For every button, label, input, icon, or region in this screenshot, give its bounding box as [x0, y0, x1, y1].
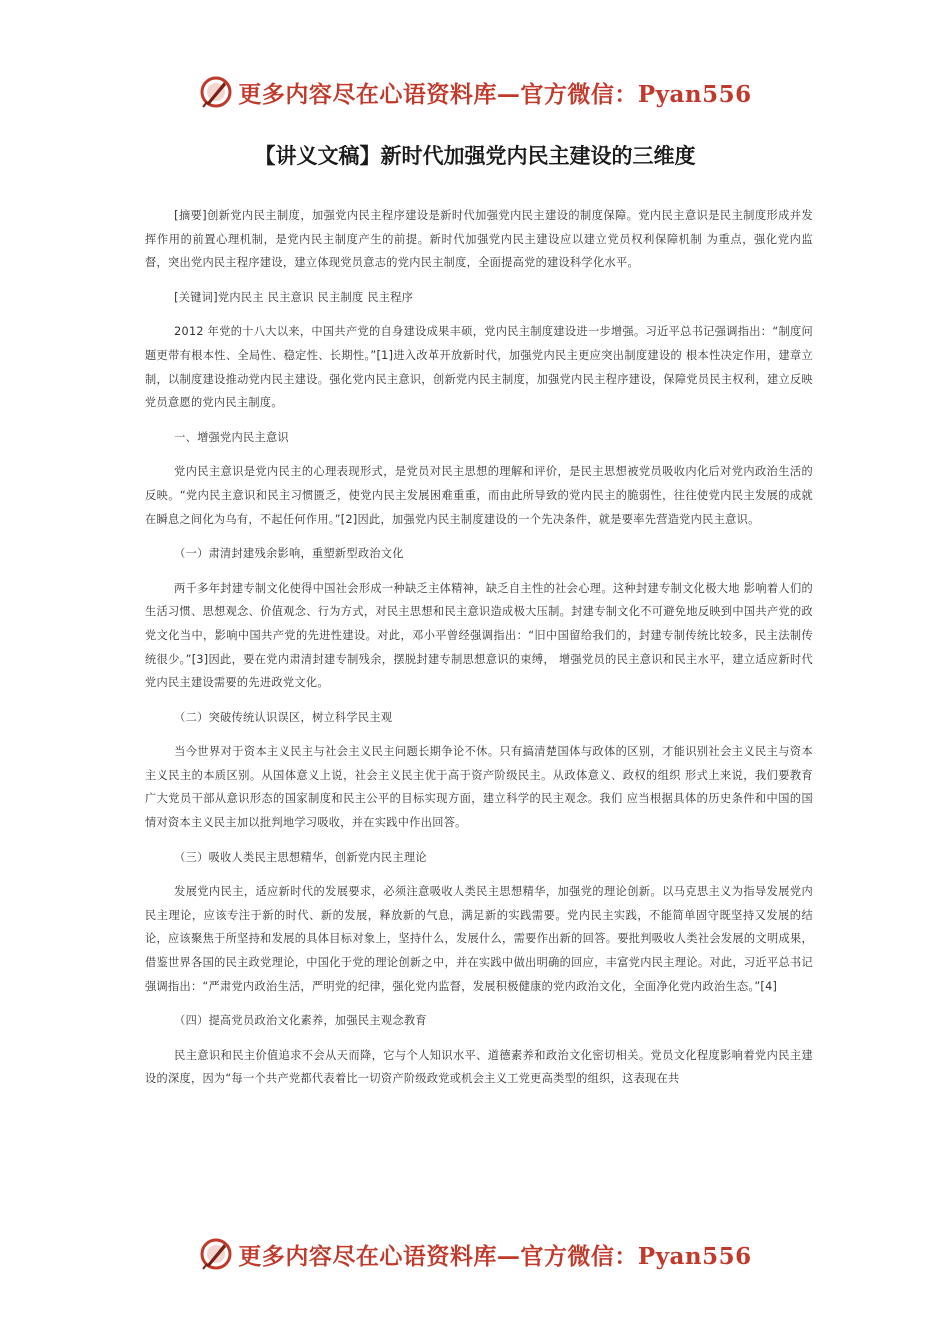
footer-banner [0, 1234, 950, 1274]
subsection-heading: （四）提高党员政治文化素养，加强民主观念教育 [174, 1014, 427, 1028]
keywords-paragraph: [关键词]党内民主 民主意识 民主制度 民主程序 [174, 290, 414, 304]
header-banner [0, 72, 950, 112]
document-body [145, 204, 813, 1102]
quill-logo-icon [198, 74, 234, 110]
subsection-heading: （一）肃清封建残余影响，重塑新型政治文化 [174, 547, 404, 561]
subsection-heading: （二）突破传统认识误区，树立科学民主观 [174, 710, 393, 724]
banner-text: 更多内容尽在心语资料库—官方微信：Pyan556 [238, 1242, 752, 1270]
body-paragraph: 两千多年封建专制文化使得中国社会形成一种缺乏主体精神，缺乏自主性的社会心理。这种封建专制文化极大地 影响着人们的生活习惯、思想观念、价值观念、行为方式，对民主思想和民主意识造成极大压制。封建专制文化不可避免地反映到中国共产党的政党文化当中，影响中国共产党的先进性建设。对此，邓小平曾经强调指出：“旧中国留给我们的，封建专制传统比较多，民主法制传统很少。”[3]因此，要在党内肃清封建专制残余，摆脱封建专制思想意识的束缚， 增强党员的民主意识和民主水平，建立适应新时代党内民主建设需要的先进政党文化。 [145, 581, 813, 690]
abstract-paragraph: [摘要]创新党内民主制度，加强党内民主程序建设是新时代加强党内民主建设的制度保障。党内民主意识是民主制度形成并发挥作用的前置心理机制，是党内民主制度产生的前提。新时代加强党内民主建设应以建立党员权利保障机制 为重点，强化党内监督，突出党内民主程序建设，建立体现党员意志的党内民主制度，全面提高党的建设科学化水平。 [145, 209, 813, 270]
body-paragraph: 2012 年党的十八大以来，中国共产党的自身建设成果丰硕，党内民主制度建设进一步增强。习近平总书记强调指出：“制度问题更带有根本性、全局性、稳定性、长期性。”[1]进入改革开放新时代，加强党内民主更应突出制度建设的 根本性决定作用，建章立制，以制度建设推动党内民主建设。强化党内民主意识，创新党内民主制度，加强党内民主程序建设，保障党员民主权利，建立反映党员意愿的党内民主制度。 [145, 325, 813, 410]
banner-text: 更多内容尽在心语资料库—官方微信：Pyan556 [238, 80, 752, 108]
body-paragraph: 当今世界对于资本主义民主与社会主义民主问题长期争论不休。只有搞清楚国体与政体的区别，才能识别社会主义民主与资本主义民主的本质区别。从国体意义上说，社会主义民主优于高于资产阶级民主。从政体意义、政权的组织 形式上来说，我们要教育广大党员干部从意识形态的国家制度和民主公平的目标实现方面，建立科学的民主观念。我们 应当根据具体的历史条件和中国的国情对资本主义民主加以批判地学习吸收，并在实践中作出回答。 [145, 745, 813, 830]
body-paragraph: 发展党内民主，适应新时代的发展要求，必须注意吸收人类民主思想精华，加强党的理论创新。以马克思主义为指导发展党内民主理论，应该专注于新的时代、新的发展，释放新的气息，满足新的实践需要。党内民主实践，不能简单固守既坚持又发展的结论，应该聚焦于所坚持和发展的具体目标对象上，坚持什么，发展什么，需要作出新的回答。要批判吸收人类社会发展的文明成果，借鉴世界各国的民主政党理论，中国化于党的理论创新之中，并在实践中做出明确的回应，丰富党内民主理论。对此，习近平总书记强调指出：“严肃党内政治生活，严明党的纪律，强化党内监督，发展积极健康的党内政治文化，全面净化党内政治生态。”[4] [145, 885, 813, 993]
document-title: 【讲义文稿】新时代加强党内民主建设的三维度 [254, 144, 696, 168]
body-paragraph: 民主意识和民主价值追求不会从天而降，它与个人知识水平、道德素养和政治文化密切相关。党员文化程度影响着党内民主建设的深度，因为“每一个共产党都代表着比一切资产阶级政党或机会主义工党更高类型的组织，这表现在共 [145, 1048, 813, 1086]
quill-logo-icon [198, 1236, 234, 1272]
section-heading: 一、增强党内民主意识 [174, 430, 289, 444]
body-paragraph: 党内民主意识是党内民主的心理表现形式，是党员对民主思想的理解和评价，是民主思想被党员吸收内化后对党内政治生活的反映。“党内民主意识和民主习惯匮乏，使党内民主发展困难重重，而由此所导致的党内民主的脆弱性，往往使党内民主发展的成就在瞬息之间化为乌有，不起任何作用。”[2]因此，加强党内民主制度建设的一个先决条件，就是要率先营造党内民主意识。 [145, 465, 813, 526]
subsection-heading: （三）吸收人类民主思想精华，创新党内民主理论 [174, 850, 427, 864]
